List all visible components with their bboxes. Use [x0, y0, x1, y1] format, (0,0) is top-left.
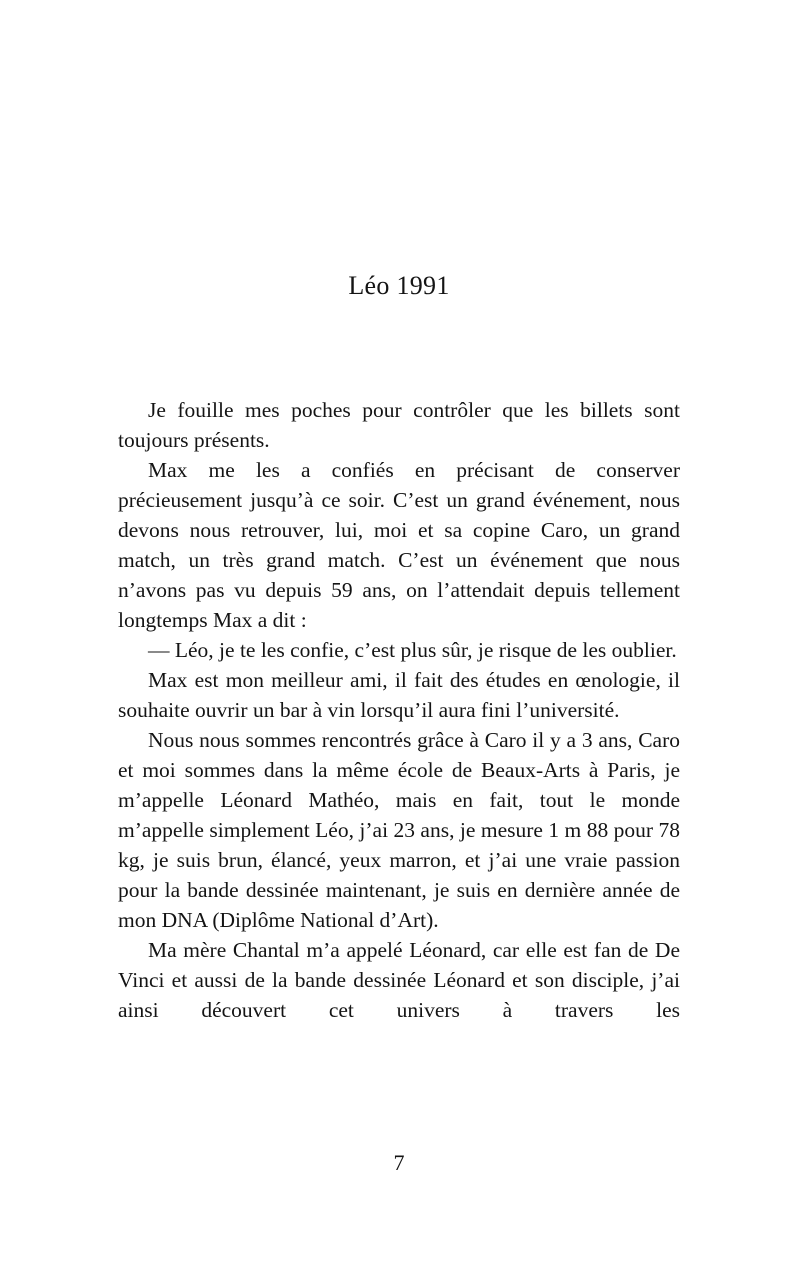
paragraph-1: Je fouille mes poches pour contrôler que les billets sont toujours présents. [118, 398, 680, 452]
paragraph-6: Ma mère Chantal m’a appelé Léonard, car elle est fan de De Vinci et aussi de la bande dessinée Léonard et son disciple, j’ai ainsi découvert cet univers à travers les [118, 938, 680, 1022]
page-number: 7 [393, 1150, 405, 1175]
paragraph-2: Max me les a confiés en précisant de conserver précieusement jusqu’à ce soir. C’est un grand événement, nous devons nous retrouver, lui, moi et sa copine Caro, un grand match, un très grand match. C’est un événement que nous n’avons pas vu depuis 59 ans, on l’attendait depuis tellement longtemps Max a dit : [118, 458, 680, 632]
chapter-title: Léo 1991 [348, 271, 450, 300]
paragraph-5: Nous nous sommes rencontrés grâce à Caro il y a 3 ans, Caro et moi sommes dans la même école de Beaux-Arts à Paris, je m’appelle Léonard Mathéo, mais en fait, tout le monde m’appelle simplement Léo, j’ai 23 ans, je mesure 1 m 88 pour 78 kg, je suis brun, élancé, yeux marron, et j’ai une vraie passion pour la bande dessinée maintenant, je suis en dernière année de mon DNA (Diplôme National d’Art). [118, 728, 680, 932]
paragraph-4: Max est mon meilleur ami, il fait des études en œnologie, il souhaite ouvrir un bar à vin lorsqu’il aura fini l’université. [118, 668, 680, 722]
body-text [118, 395, 680, 1025]
paragraph-3: — Léo, je te les confie, c’est plus sûr, je risque de les oublier. [148, 638, 677, 662]
